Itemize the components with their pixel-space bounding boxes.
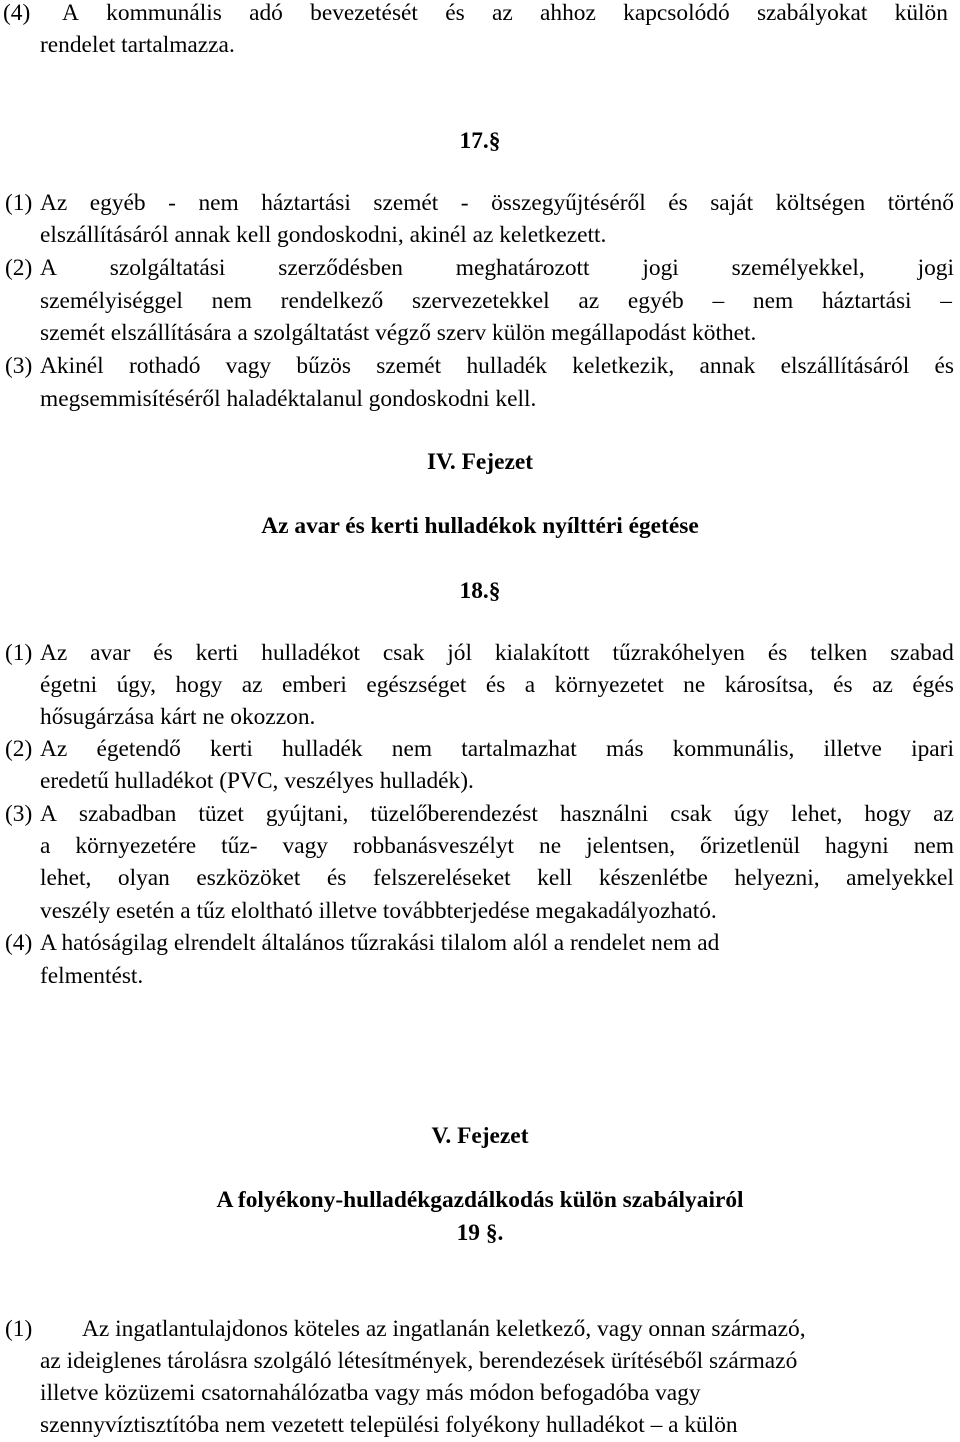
p17-item-3-line-2 (0, 384, 960, 414)
text-line: szennyvíztisztítóba nem vezetett települési folyékony hulladékot – a külön (40, 1412, 738, 1438)
word: – (712, 288, 725, 314)
word: ne (683, 672, 706, 698)
word: személyiséggel (40, 288, 183, 314)
text-line: A hatóságilag elrendelt általános tűzrakási tilalom alól a rendelet nem ad (40, 930, 720, 956)
word: jól (447, 640, 472, 666)
word: égetendő (96, 736, 181, 762)
word: csak (670, 801, 712, 827)
p17-item-1-line-2 (0, 220, 960, 250)
word: és (445, 0, 465, 26)
word: költségen (775, 190, 866, 216)
word: és (767, 640, 788, 666)
justified-text (40, 638, 954, 668)
section-18-heading: 18.§ (459, 578, 501, 604)
p18-item-1-line-1 (0, 638, 960, 668)
word: az (933, 801, 954, 827)
justified-text (40, 734, 954, 764)
word: annak (699, 353, 756, 379)
word: történő (887, 190, 954, 216)
item-number: (2) (5, 255, 33, 281)
p18-item-1-line-2 (0, 670, 960, 700)
word: más (605, 736, 644, 762)
word: a (524, 672, 536, 698)
p18-item-3-line-3 (0, 863, 960, 893)
word: környezetet (554, 672, 664, 698)
p18-item-2-line-1 (0, 734, 960, 764)
word: hogy (175, 672, 223, 698)
word: és (485, 672, 506, 698)
justified-text (40, 863, 954, 893)
p18-item-3-line-1 (0, 799, 960, 829)
word: hulladék (282, 736, 363, 762)
p19-item-1-line-4 (0, 1410, 960, 1440)
word: helyezni, (734, 865, 820, 891)
word: keletkezik, (572, 353, 675, 379)
paragraph-4-line-1 (0, 0, 960, 28)
word: Akinél (40, 353, 104, 379)
chapter-4-title: Az avar és kerti hulladékok nyílttéri égetése (261, 513, 699, 539)
word: égés (912, 672, 954, 698)
word: őrizetlenül (700, 833, 801, 859)
word: és (934, 353, 954, 379)
justified-text (40, 670, 954, 700)
text-line: az ideiglenes tárolásra szolgáló létesítmények, berendezések ürítéséből származó (40, 1348, 798, 1374)
word: kell (537, 865, 573, 891)
justified-text (40, 831, 954, 861)
item-number: (1) (5, 1316, 33, 1342)
text-line: szemét elszállítására a szolgáltatást végző szerv külön megállapodást köthet. (40, 320, 757, 346)
chapter-5-title: A folyékony-hulladékgazdálkodás külön szabályairól (216, 1187, 744, 1213)
word: külön (894, 0, 948, 26)
word: és (668, 190, 688, 216)
p19-item-1-line-1 (0, 1314, 960, 1344)
word: A (62, 0, 79, 26)
word: saját (710, 190, 754, 216)
text-line: Az ingatlantulajdonos köteles az ingatlanán keletkező, vagy onnan származó, (82, 1316, 806, 1342)
word: - (460, 190, 469, 216)
word: hulladék (466, 353, 547, 379)
word: tűzrakóhelyen (612, 640, 746, 666)
section-17-heading: 17.§ (459, 128, 501, 154)
word: rothadó (128, 353, 201, 379)
word: meghatározott (455, 255, 590, 281)
p17-item-1-line-1 (0, 188, 960, 218)
p18-item-3-line-2 (0, 831, 960, 861)
word: égetni (40, 672, 98, 698)
justified-text (40, 188, 954, 218)
word: az (578, 288, 600, 314)
word: ahhoz (540, 0, 596, 26)
word: kialakított (494, 640, 590, 666)
p17-item-2-line-3 (0, 318, 960, 348)
word: úgy (733, 801, 769, 827)
word: bevezetését (310, 0, 418, 26)
word: kerti (195, 640, 239, 666)
word: amelyekkel (846, 865, 954, 891)
chapter-4-heading: IV. Fejezet (426, 449, 534, 475)
word: ipari (911, 736, 954, 762)
word: és (833, 672, 853, 698)
word: nem (211, 288, 252, 314)
word: tartalmazhat (461, 736, 577, 762)
word: nem (391, 736, 433, 762)
word: úgy, (116, 672, 157, 698)
item-number: (1) (5, 640, 33, 666)
word: felszereléseket (372, 865, 511, 891)
justified-text (40, 351, 954, 381)
word: illetve (823, 736, 882, 762)
word: háztartási (821, 288, 912, 314)
item-number: (2) (5, 736, 33, 762)
word: elszállításáról (780, 353, 910, 379)
justified-text (40, 253, 954, 283)
justified-text (62, 0, 948, 28)
word: kapcsolódó (623, 0, 730, 26)
word: károsítsa, (724, 672, 814, 698)
word: használni (559, 801, 649, 827)
word: ne (539, 833, 562, 859)
word: az (872, 672, 893, 698)
word: összegyűjtéséről (491, 190, 646, 216)
word: jogi (917, 255, 954, 281)
p17-item-2-line-2 (0, 286, 960, 316)
word: szervezetekkel (412, 288, 550, 314)
word: Az (40, 736, 68, 762)
word: a (40, 833, 51, 859)
text-line: illetve közüzemi csatornahálózatba vagy más módon befogadóba vagy (40, 1380, 701, 1406)
paragraph-4-line-2 (0, 30, 960, 60)
word: tüzelőberendezést (370, 801, 538, 827)
item-number: (4) (5, 930, 33, 956)
word: Az (40, 640, 68, 666)
word: háztartási (261, 190, 351, 216)
word: tűz- (221, 833, 258, 859)
word: szerződésben (278, 255, 403, 281)
word: vagy (282, 833, 328, 859)
p19-item-1-line-3 (0, 1378, 960, 1408)
word: csak (382, 640, 425, 666)
word: emberi (281, 672, 347, 698)
justified-text (40, 799, 954, 829)
word: környezetére (75, 833, 197, 859)
word: szemét (376, 353, 442, 379)
text-line: eredetű hulladékot (PVC, veszélyes hulladék). (40, 768, 474, 794)
chapter-5-heading: V. Fejezet (431, 1123, 529, 1149)
word: szabályokat (756, 0, 868, 26)
p18-item-4-line-1 (0, 928, 960, 958)
word: nem (913, 833, 954, 859)
section-19-heading: 19 §. (456, 1220, 504, 1246)
word: egészséget (366, 672, 467, 698)
word: vagy (225, 353, 272, 379)
p17-item-2-line-1 (0, 253, 960, 283)
text-line: megsemmisítéséről haladéktalanul gondoskodni kell. (40, 386, 537, 412)
word: szabadban (78, 801, 177, 827)
word: rendelkező (280, 288, 384, 314)
p18-item-3-line-4 (0, 896, 960, 926)
word: - (168, 190, 176, 216)
word: Az (40, 190, 68, 216)
p17-item-3-line-1 (0, 351, 960, 381)
word: adó (249, 0, 283, 26)
word: készenlétbe (598, 865, 708, 891)
word: tüzet (198, 801, 244, 827)
word: az (491, 0, 513, 26)
item-number: (3) (5, 801, 33, 827)
word: szolgáltatási (109, 255, 226, 281)
word: lehet, (790, 801, 843, 827)
text-line: veszély esetén a tűz eloltható illetve továbbterjedése megakadályozható. (40, 898, 717, 924)
word: – (940, 288, 952, 314)
word: kerti (210, 736, 253, 762)
word: és (153, 640, 173, 666)
word: jogi (642, 255, 679, 281)
item-number: (4) (3, 0, 31, 26)
word: A (40, 801, 57, 827)
word: jelentsen, (586, 833, 676, 859)
word: lehet, (40, 865, 92, 891)
word: hogy (864, 801, 912, 827)
word: és (326, 865, 347, 891)
word: olyan (117, 865, 170, 891)
word: gyújtani, (265, 801, 349, 827)
word: avar (90, 640, 131, 666)
word: kommunális, (672, 736, 795, 762)
word: egyéb (627, 288, 684, 314)
word: telken (810, 640, 868, 666)
text-line: elszállításáról annak kell gondoskodni, akinél az keletkezett. (40, 222, 607, 248)
p18-item-2-line-2 (0, 766, 960, 796)
word: személyekkel, (731, 255, 865, 281)
word: szemét (373, 190, 439, 216)
text-line: hősugárzása kárt ne okozzon. (40, 704, 316, 730)
word: az (241, 672, 263, 698)
word: eszközöket (196, 865, 301, 891)
text-line: felmentést. (40, 963, 144, 989)
p19-item-1-line-2 (0, 1346, 960, 1376)
word: bűzös (296, 353, 351, 379)
item-number: (3) (5, 353, 33, 379)
word: hagyni (825, 833, 889, 859)
word: nem (752, 288, 794, 314)
word: egyéb (89, 190, 146, 216)
p18-item-1-line-3 (0, 702, 960, 732)
word: hulladékot (261, 640, 361, 666)
justified-text (40, 286, 952, 316)
word: nem (198, 190, 239, 216)
p18-item-4-line-2 (0, 961, 960, 991)
word: robbanásveszélyt (352, 833, 515, 859)
word: A (40, 255, 57, 281)
text-line: rendelet tartalmazza. (40, 32, 235, 58)
word: kommunális (106, 0, 222, 26)
item-number: (1) (5, 190, 33, 216)
word: szabad (890, 640, 954, 666)
